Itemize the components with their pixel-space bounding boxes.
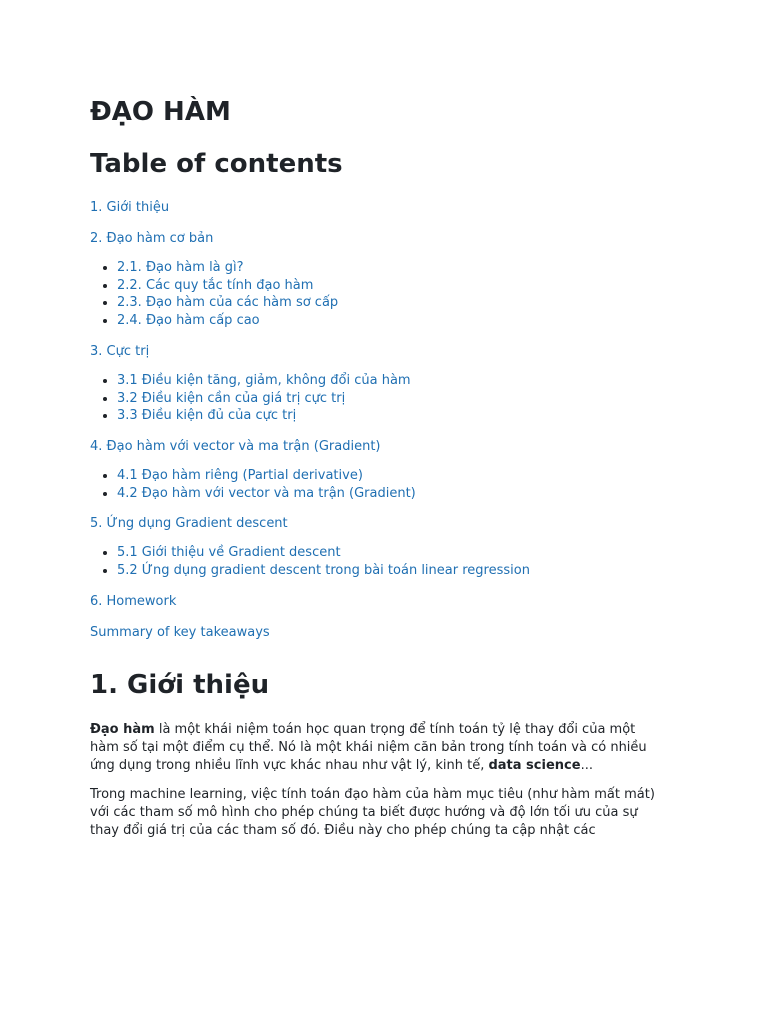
- toc-heading: Table of contents: [90, 149, 343, 179]
- list-item: [117, 562, 670, 580]
- toc-link-section-5[interactable]: 5. Ứng dụng Gradient descent: [90, 516, 288, 532]
- list-item: [117, 485, 670, 503]
- list-item: [117, 407, 670, 425]
- toc-sublist-section-2: [90, 259, 670, 330]
- toc-link-5-2[interactable]: 5.2 Ứng dụng gradient descent trong bài toán linear regression: [117, 563, 530, 579]
- table-of-contents: [90, 199, 670, 655]
- toc-link-section-2[interactable]: 2. Đạo hàm cơ bản: [90, 231, 214, 246]
- toc-link-3-1[interactable]: 3.1 Điều kiện tăng, giảm, không đổi của hàm: [117, 372, 411, 388]
- toc-link-2-2[interactable]: 2.2. Các quy tắc tính đạo hàm: [117, 277, 314, 293]
- section-heading-introduction: 1. Giới thiệu: [90, 670, 270, 700]
- toc-link-3-2[interactable]: 3.2 Điều kiện cần của giá trị cực trị: [117, 390, 346, 406]
- toc-link-3-3[interactable]: 3.3 Điều kiện đủ của cực trị: [117, 408, 297, 424]
- list-item: [117, 312, 670, 330]
- bold-term-data-science: data science: [488, 758, 581, 773]
- list-item: [117, 390, 670, 408]
- list-item: [117, 544, 670, 562]
- toc-link-5-1[interactable]: 5.1 Giới thiệu về Gradient descent: [117, 545, 341, 561]
- toc-link-2-3[interactable]: 2.3. Đạo hàm của các hàm sơ cấp: [117, 295, 339, 311]
- document-title: ĐẠO HÀM: [90, 97, 231, 127]
- bold-term-dao-ham: Đạo hàm: [90, 722, 155, 737]
- toc-link-4-2[interactable]: 4.2 Đạo hàm với vector và ma trận (Gradient): [117, 485, 416, 501]
- list-item: [117, 372, 670, 390]
- paragraph-text: là một khái niệm toán học quan trọng để tính toán tỷ lệ thay đổi của một hàm số tại một điểm cụ thể. Nó là một khái niệm căn bản trong tính toán và có nhiều ứng dụng trong nhiều lĩnh vực khác nhau như vật lý, kinh tế,: [90, 722, 647, 773]
- toc-sublist-section-3: [90, 372, 670, 425]
- paragraph-tail: ...: [580, 758, 593, 773]
- toc-sublist-section-5: [90, 544, 670, 579]
- list-item: [117, 259, 670, 277]
- list-item: [117, 277, 670, 295]
- list-item: [117, 467, 670, 485]
- toc-sublist-section-4: [90, 467, 670, 502]
- toc-link-2-1[interactable]: 2.1. Đạo hàm là gì?: [117, 260, 244, 275]
- toc-link-section-6[interactable]: 6. Homework: [90, 593, 177, 609]
- list-item: [117, 294, 670, 312]
- toc-link-2-4[interactable]: 2.4. Đạo hàm cấp cao: [117, 313, 260, 329]
- toc-link-section-3[interactable]: 3. Cực trị: [90, 343, 150, 359]
- intro-paragraph-2: Trong machine learning, việc tính toán đạo hàm của hàm mục tiêu (như hàm mất mát) với các tham số mô hình cho phép chúng ta biết được hướng và độ lớn tối ưu của sự thay đổi giá trị của các tham số đó. Điều này cho phép chúng ta cập nhật các: [90, 787, 655, 838]
- toc-link-summary[interactable]: Summary of key takeaways: [90, 624, 270, 640]
- toc-link-section-4[interactable]: 4. Đạo hàm với vector và ma trận (Gradient): [90, 438, 381, 454]
- intro-paragraph-1: [90, 721, 662, 775]
- toc-link-4-1[interactable]: 4.1 Đạo hàm riêng (Partial derivative): [117, 467, 363, 483]
- toc-link-section-1[interactable]: 1. Giới thiệu: [90, 200, 170, 215]
